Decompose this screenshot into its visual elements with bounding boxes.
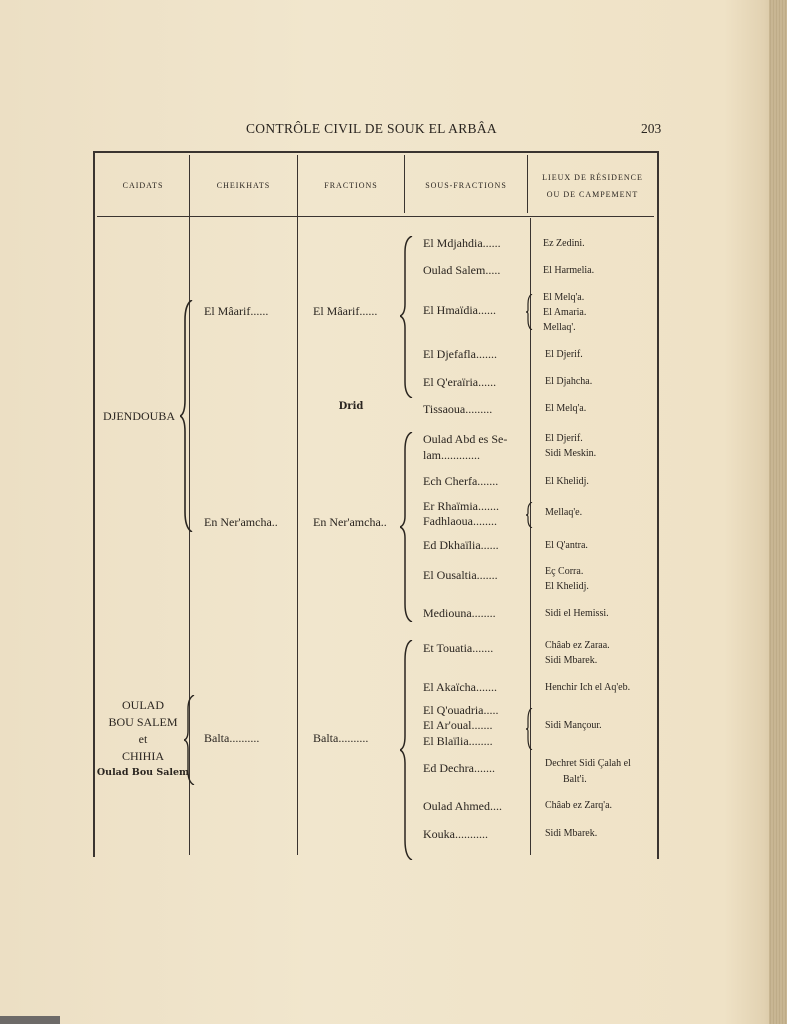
- lieu-item: Châab ez Zarq'a.: [545, 800, 613, 811]
- sous-fraction-item: El Blaïlia........: [423, 734, 493, 748]
- table-header-rule: [97, 216, 654, 217]
- lieu-item: Sidi Mbarek.: [545, 655, 598, 666]
- fraction-maarif: El Mâarif......: [313, 304, 378, 318]
- page-corner: [0, 1016, 60, 1024]
- lieu-item: El Melq'a.: [545, 403, 587, 414]
- lieu-item: Sidi Meskin.: [545, 448, 597, 459]
- fraction-drid: Drid: [338, 401, 364, 412]
- lieu-item: Ez Zedini.: [543, 238, 585, 249]
- lieu-item: El Djerif.: [545, 349, 583, 360]
- cheikhat-nerancha: En Ner'amcha..: [204, 515, 278, 529]
- caidat-oulad-line2: BOU SALEM: [108, 715, 178, 729]
- lieu-item: Balt'i.: [563, 774, 587, 785]
- caidat-oulad-line1: OULAD: [122, 698, 164, 712]
- lieu-item: El Harmelia.: [543, 265, 595, 276]
- brace-maarif: [400, 236, 414, 398]
- sous-fraction-item: El Ousaltia.......: [423, 568, 498, 582]
- sous-fraction-item: El Q'eraïria......: [423, 375, 497, 389]
- sous-fraction-item: El Hmaïdia......: [423, 303, 496, 317]
- column-divider-4: [527, 155, 528, 213]
- cheikhat-balta: Balta..........: [204, 731, 260, 745]
- sous-fraction-item: Tissaoua.........: [423, 402, 493, 416]
- lieu-item: El Djahcha.: [545, 376, 593, 387]
- header-cheikhats: CHEIKHATS: [216, 181, 271, 190]
- lieu-item: El Khelidj.: [545, 476, 589, 487]
- lieu-item: Sidi Mbarek.: [545, 828, 598, 839]
- lieu-item: Henchir Ich el Aq'eb.: [545, 682, 631, 693]
- lieu-item: El Khelidj.: [545, 581, 589, 592]
- header-sous-fractions: SOUS-FRACTIONS: [425, 181, 507, 190]
- sous-fraction-item: Oulad Salem.....: [423, 263, 501, 277]
- lieu-item: Sidi el Hemissi.: [545, 608, 609, 619]
- table-left-rule: [93, 151, 95, 857]
- brace-djendouba: [180, 300, 194, 532]
- sous-fraction-item: El Djefafla.......: [423, 347, 497, 361]
- caidat-djendouba: DJENDOUBA: [103, 409, 175, 423]
- sous-fraction-item: Et Touatia.......: [423, 641, 494, 655]
- column-divider-2: [297, 155, 298, 855]
- lieu-item: Mellaq'.: [543, 322, 576, 333]
- sous-fraction-item: El Q'ouadria.....: [423, 703, 499, 717]
- table-right-rule: [657, 151, 659, 859]
- brace-rhaimia: [526, 502, 534, 528]
- sous-fraction-item: El Ar'oual.......: [423, 718, 493, 732]
- lieu-item: El Djerif.: [545, 433, 583, 444]
- sous-fraction-item: Ed Dechra.......: [423, 761, 495, 775]
- header-lieux-line2: OU DE CAMPEMENT: [546, 190, 639, 199]
- lieu-item: Dechret Sidi Çalah el: [545, 758, 631, 769]
- fraction-balta: Balta..........: [313, 731, 369, 745]
- sous-fraction-item: lam.............: [423, 448, 480, 462]
- sous-fraction-item: Ed Dkhaïlia......: [423, 538, 499, 552]
- brace-qouadria: [526, 708, 534, 750]
- caidat-oulad-bold: Oulad Bou Salem: [96, 767, 190, 778]
- cheikhat-maarif: El Mâarif......: [204, 304, 269, 318]
- header-lieux-line1: LIEUX DE RÉSIDENCE: [542, 173, 643, 182]
- page-number: 203: [641, 121, 662, 136]
- running-head: CONTRÔLE CIVIL DE SOUK EL ARBÂA: [246, 121, 497, 136]
- sous-fraction-item: El Akaïcha.......: [423, 680, 497, 694]
- sous-fraction-item: Oulad Abd es Se-: [423, 432, 508, 446]
- lieu-item: Mellaq'e.: [545, 507, 583, 518]
- sous-fraction-item: Mediouna........: [423, 606, 496, 620]
- table-top-rule: [93, 151, 659, 153]
- sous-fraction-item: Kouka...........: [423, 827, 488, 841]
- caidat-oulad-line3: et: [138, 732, 148, 746]
- sous-fraction-item: Oulad Ahmed....: [423, 799, 502, 813]
- caidat-oulad-line4: CHIHIA: [122, 749, 164, 763]
- lieu-item: El Melq'a.: [543, 292, 585, 303]
- brace-balta: [400, 640, 414, 860]
- lieu-item: Eç Corra.: [545, 566, 584, 577]
- header-fractions: FRACTIONS: [324, 181, 378, 190]
- sous-fraction-item: Ech Cherfa.......: [423, 474, 499, 488]
- header-caidats: CAIDATS: [122, 181, 164, 190]
- sous-fraction-item: El Mdjahdia......: [423, 236, 501, 250]
- brace-hmaidia: [526, 294, 534, 330]
- page-edge: [769, 0, 787, 1024]
- lieu-item: Sidi Mançour.: [545, 720, 602, 731]
- lieu-item: El Q'antra.: [545, 540, 588, 551]
- sous-fraction-item: Er Rhaïmia.......: [423, 499, 499, 513]
- lieu-item: El Amaria.: [543, 307, 587, 318]
- brace-nerancha: [400, 432, 414, 622]
- lieu-item: Châab ez Zaraa.: [545, 640, 610, 651]
- fraction-nerancha: En Ner'amcha..: [313, 515, 387, 529]
- sous-fraction-item: Fadhlaoua........: [423, 514, 497, 528]
